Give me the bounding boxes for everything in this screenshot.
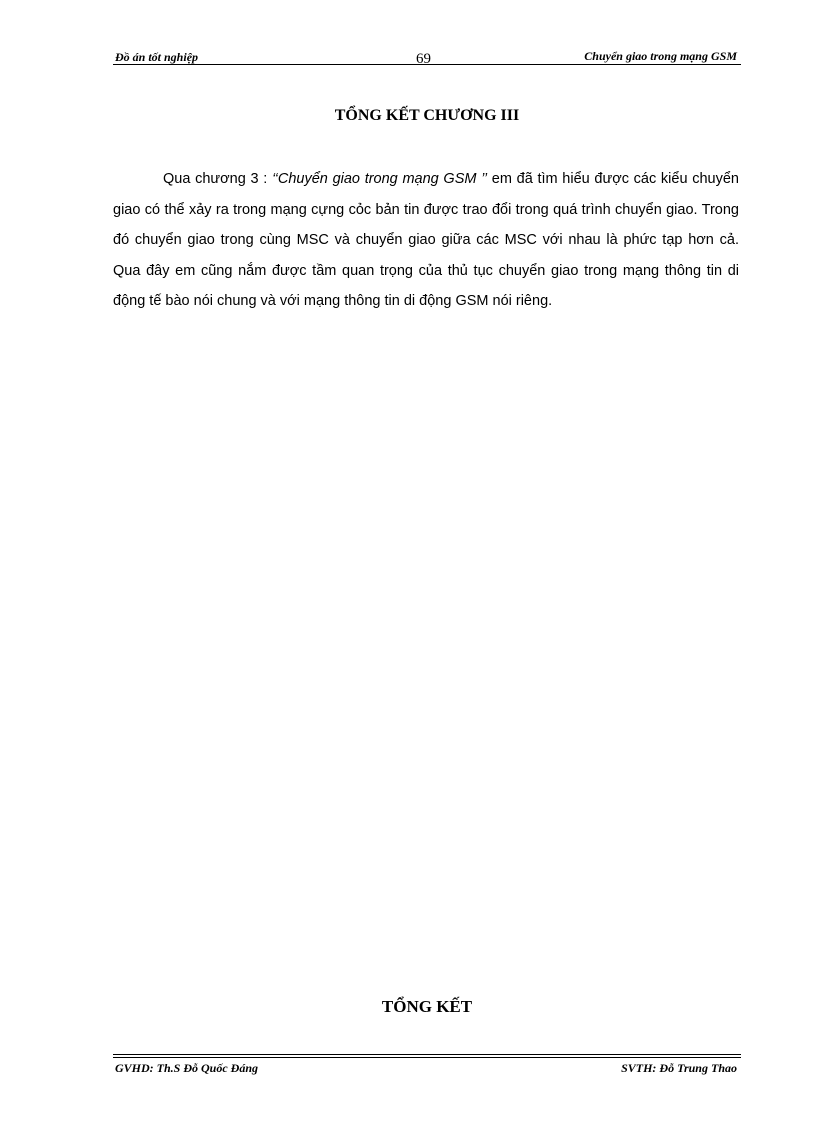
footer-rule-bottom — [113, 1057, 741, 1058]
header-right-title: Chuyển giao trong mạng GSM — [584, 49, 737, 63]
paragraph-quote: ‘‘Chuyển giao trong mạng GSM ’’ — [271, 171, 488, 187]
paragraph-rest: em đã tìm hiểu được các kiểu chuyển giao có thể xảy ra trong mạng cựng cỏc bản tin được trao đổi trong quá trình chuyển giao. Trong đó chuyển giao trong cùng MSC và chuyển giao giữa các MSC với nhau là phức tạp hơn cả. Qua đây em cũng nắm được tầm quan trọng của thủ tục chuyển giao trong mạng thông tin di động tế bào nói chung và với mạng thông tin di động GSM nói riêng. — [113, 171, 739, 310]
chapter-summary-title: TỔNG KẾT CHƯƠNG III — [334, 107, 520, 124]
summary-paragraph — [113, 164, 739, 317]
footer-advisor: GVHD: Th.S Đỗ Quốc Đáng — [115, 1061, 259, 1075]
final-summary-title: TỔNG KẾT — [381, 997, 473, 1016]
paragraph-lead: Qua chương 3 : — [163, 171, 272, 187]
footer-rule-top — [113, 1054, 741, 1055]
footer-student: SVTH: Đỗ Trung Thao — [621, 1061, 737, 1075]
header-left-title: Đồ án tốt nghiệp — [115, 50, 199, 64]
header-rule — [113, 64, 741, 65]
page-number: 69 — [416, 51, 431, 67]
